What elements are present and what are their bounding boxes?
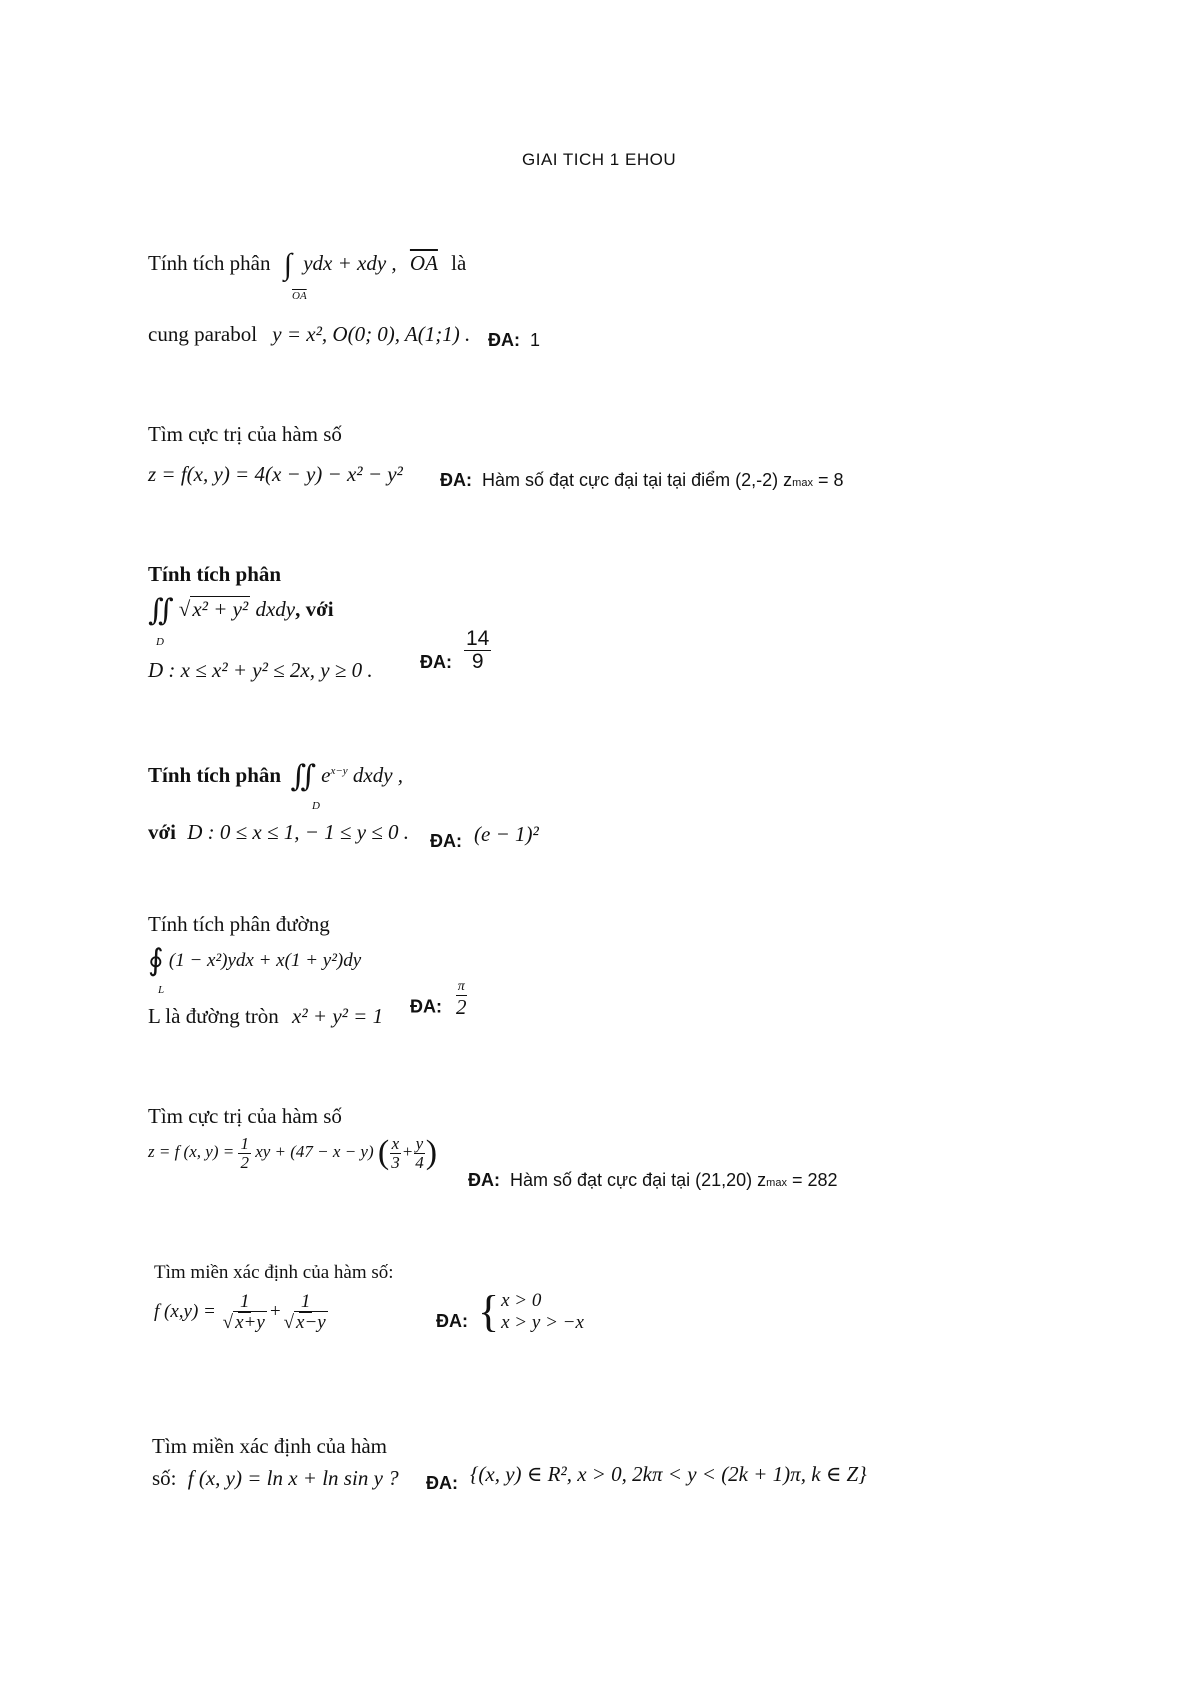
- q1-tail: là: [451, 250, 467, 275]
- q7-frac1-den: √ x+y: [222, 1311, 265, 1333]
- q7-formula: [154, 1292, 330, 1333]
- q8-answer: [426, 1462, 867, 1493]
- q7-fraction-2: [282, 1292, 330, 1333]
- q7-prompt: Tìm miền xác định của hàm số:: [154, 1262, 394, 1283]
- da-label: ĐA:: [468, 1170, 500, 1190]
- q6-answer-sub: max: [766, 1177, 787, 1189]
- q4-with: với: [148, 820, 176, 844]
- page-title: GIAI TICH 1 EHOU: [522, 150, 677, 169]
- q2-answer: [440, 470, 843, 491]
- contour-integral-sign: ∮: [148, 944, 164, 977]
- q8-formula: f (x, y) = ln x + ln sin y ?: [187, 1466, 399, 1490]
- q7-frac1-radicand: x+y: [235, 1311, 265, 1333]
- q7-frac1-num: 1: [239, 1291, 250, 1312]
- q6-x-fraction: [389, 1135, 402, 1172]
- q4-integral-domain: D: [312, 800, 320, 812]
- q5-contour: L: [158, 984, 165, 996]
- q7-fraction-1: [221, 1292, 269, 1333]
- q6-plus: +: [401, 1141, 414, 1161]
- q6-half-den: 2: [240, 1152, 249, 1172]
- q4-dxdy: dxdy ,: [352, 762, 404, 787]
- q6-x-den: 3: [391, 1152, 400, 1172]
- q6-answer: [468, 1170, 838, 1191]
- q7-frac2-den: √ x−y: [283, 1311, 326, 1333]
- q3-integral-domain: D: [156, 636, 164, 648]
- q6-mid: xy + (47 − x − y): [255, 1141, 374, 1161]
- q7-answer: [436, 1287, 584, 1336]
- q6-right-paren: ): [425, 1134, 438, 1171]
- q7-left-brace: {: [478, 1287, 500, 1336]
- q5-integral: [148, 946, 361, 976]
- double-integral-sign: ∬: [290, 760, 316, 793]
- q3-dxdy: dxdy: [255, 596, 296, 621]
- q6-y-num: y: [415, 1133, 424, 1153]
- q6-y-den: 4: [415, 1152, 424, 1172]
- q6-half-fraction: [238, 1135, 251, 1172]
- q6-answer-tail: = 282: [786, 1170, 838, 1190]
- da-label: ĐA:: [420, 652, 452, 673]
- q8-prompt-line1: Tìm miền xác định của hàm: [152, 1434, 388, 1458]
- q8-answer-value: {(x, y) ∈ R², x > 0, 2kπ < y < (2k + 1)π, k ∈ Z}: [470, 1462, 867, 1486]
- da-label: ĐA:: [430, 831, 462, 851]
- q5-prompt: Tính tích phân đường: [148, 912, 330, 936]
- q5-answer-denominator: 2: [456, 994, 467, 1019]
- q3-prompt: Tính tích phân: [148, 562, 282, 586]
- da-label: ĐA:: [440, 470, 472, 490]
- q5-answer-numerator: π: [457, 979, 465, 994]
- q2-answer-text: Hàm số đạt cực đại tại tại điểm (2,-2) z: [482, 470, 793, 490]
- q1-arc: $\overline{OA}$: [409, 250, 438, 275]
- q8-prompt-line2: số:: [152, 1466, 177, 1490]
- q4-line1: [148, 762, 403, 792]
- q7-ans-line2: x > y > −x: [501, 1312, 584, 1333]
- q4-exponent: x−y: [330, 764, 348, 777]
- q5-line3-math: x² + y² = 1: [292, 1004, 384, 1028]
- q3-with: , với: [295, 596, 334, 621]
- q7-plus: +: [268, 1300, 282, 1322]
- q4-prompt: Tính tích phân: [148, 762, 282, 787]
- q6-x-num: x: [391, 1133, 400, 1153]
- q5-line3: [148, 1004, 383, 1029]
- q8-line2: [152, 1466, 399, 1491]
- q4-answer-value: (e − 1)²: [474, 822, 539, 846]
- q3-domain: D : x ≤ x² + y² ≤ 2x, y ≥ 0 .: [148, 658, 373, 682]
- q7-frac2-radicand: x−y: [296, 1311, 326, 1333]
- q6-half-num: 1: [240, 1133, 249, 1153]
- q3-answer: [420, 628, 491, 673]
- q1-answer-value: 1: [530, 330, 541, 350]
- q2-prompt: Tìm cực trị của hàm số: [148, 422, 342, 446]
- da-label: ĐA:: [410, 996, 442, 1017]
- q3-answer-numerator: 14: [466, 627, 490, 650]
- q1-answer: [488, 330, 540, 351]
- q3-answer-fraction: [464, 628, 491, 673]
- q7-prefix: f (x,y) =: [154, 1300, 216, 1322]
- q5-answer: [410, 980, 469, 1018]
- q3-answer-denominator: 9: [471, 650, 484, 674]
- q5-line3-text: L là đường tròn: [148, 1004, 279, 1028]
- q1-integral-lower-limit: $\overline{OA}$: [292, 290, 307, 302]
- q2-answer-tail: = 8: [812, 470, 844, 490]
- da-label: ĐA:: [488, 330, 520, 350]
- q4-integrand: e: [321, 762, 331, 787]
- q3-integrand: x² + y²: [192, 596, 249, 621]
- da-label: ĐA:: [436, 1311, 468, 1331]
- da-label: ĐA:: [426, 1473, 458, 1493]
- q4-answer: [430, 822, 539, 851]
- q1-integrand: ydx + xdy ,: [303, 250, 397, 275]
- double-integral-sign: ∬: [148, 594, 174, 627]
- q6-y-fraction: [413, 1135, 426, 1172]
- q2-answer-sub: max: [792, 477, 813, 489]
- q7-ans-line1: x > 0: [501, 1290, 542, 1311]
- q1-line1: [148, 250, 466, 280]
- q7-frac2-num: 1: [300, 1291, 311, 1312]
- q5-answer-fraction: [454, 980, 469, 1018]
- q1-line2-prefix: cung parabol: [148, 322, 258, 346]
- q1-line2-math: y = x², O(0; 0), A(1;1) .: [272, 322, 471, 346]
- q4-line2: [148, 820, 409, 845]
- q5-integrand: (1 − x²)ydx + x(1 + y²)dy: [168, 949, 362, 971]
- q2-formula: z = f(x, y) = 4(x − y) − x² − y²: [148, 462, 403, 486]
- q6-left-paren: (: [377, 1134, 390, 1171]
- q7-system: [501, 1290, 584, 1334]
- q6-answer-text: Hàm số đạt cực đại tại (21,20) z: [510, 1170, 767, 1190]
- q6-prefix: z = f (x, y) =: [148, 1141, 235, 1161]
- q1-line2: [148, 322, 470, 347]
- q6-formula: [148, 1134, 437, 1172]
- q3-integral: [148, 596, 334, 626]
- q1-prompt: Tính tích phân: [148, 250, 271, 275]
- sqrt-symbol: √: [178, 596, 191, 621]
- integral-sign: ∫: [283, 248, 292, 281]
- q6-prompt: Tìm cực trị của hàm số: [148, 1104, 342, 1128]
- q4-domain: D : 0 ≤ x ≤ 1, − 1 ≤ y ≤ 0 .: [187, 820, 410, 844]
